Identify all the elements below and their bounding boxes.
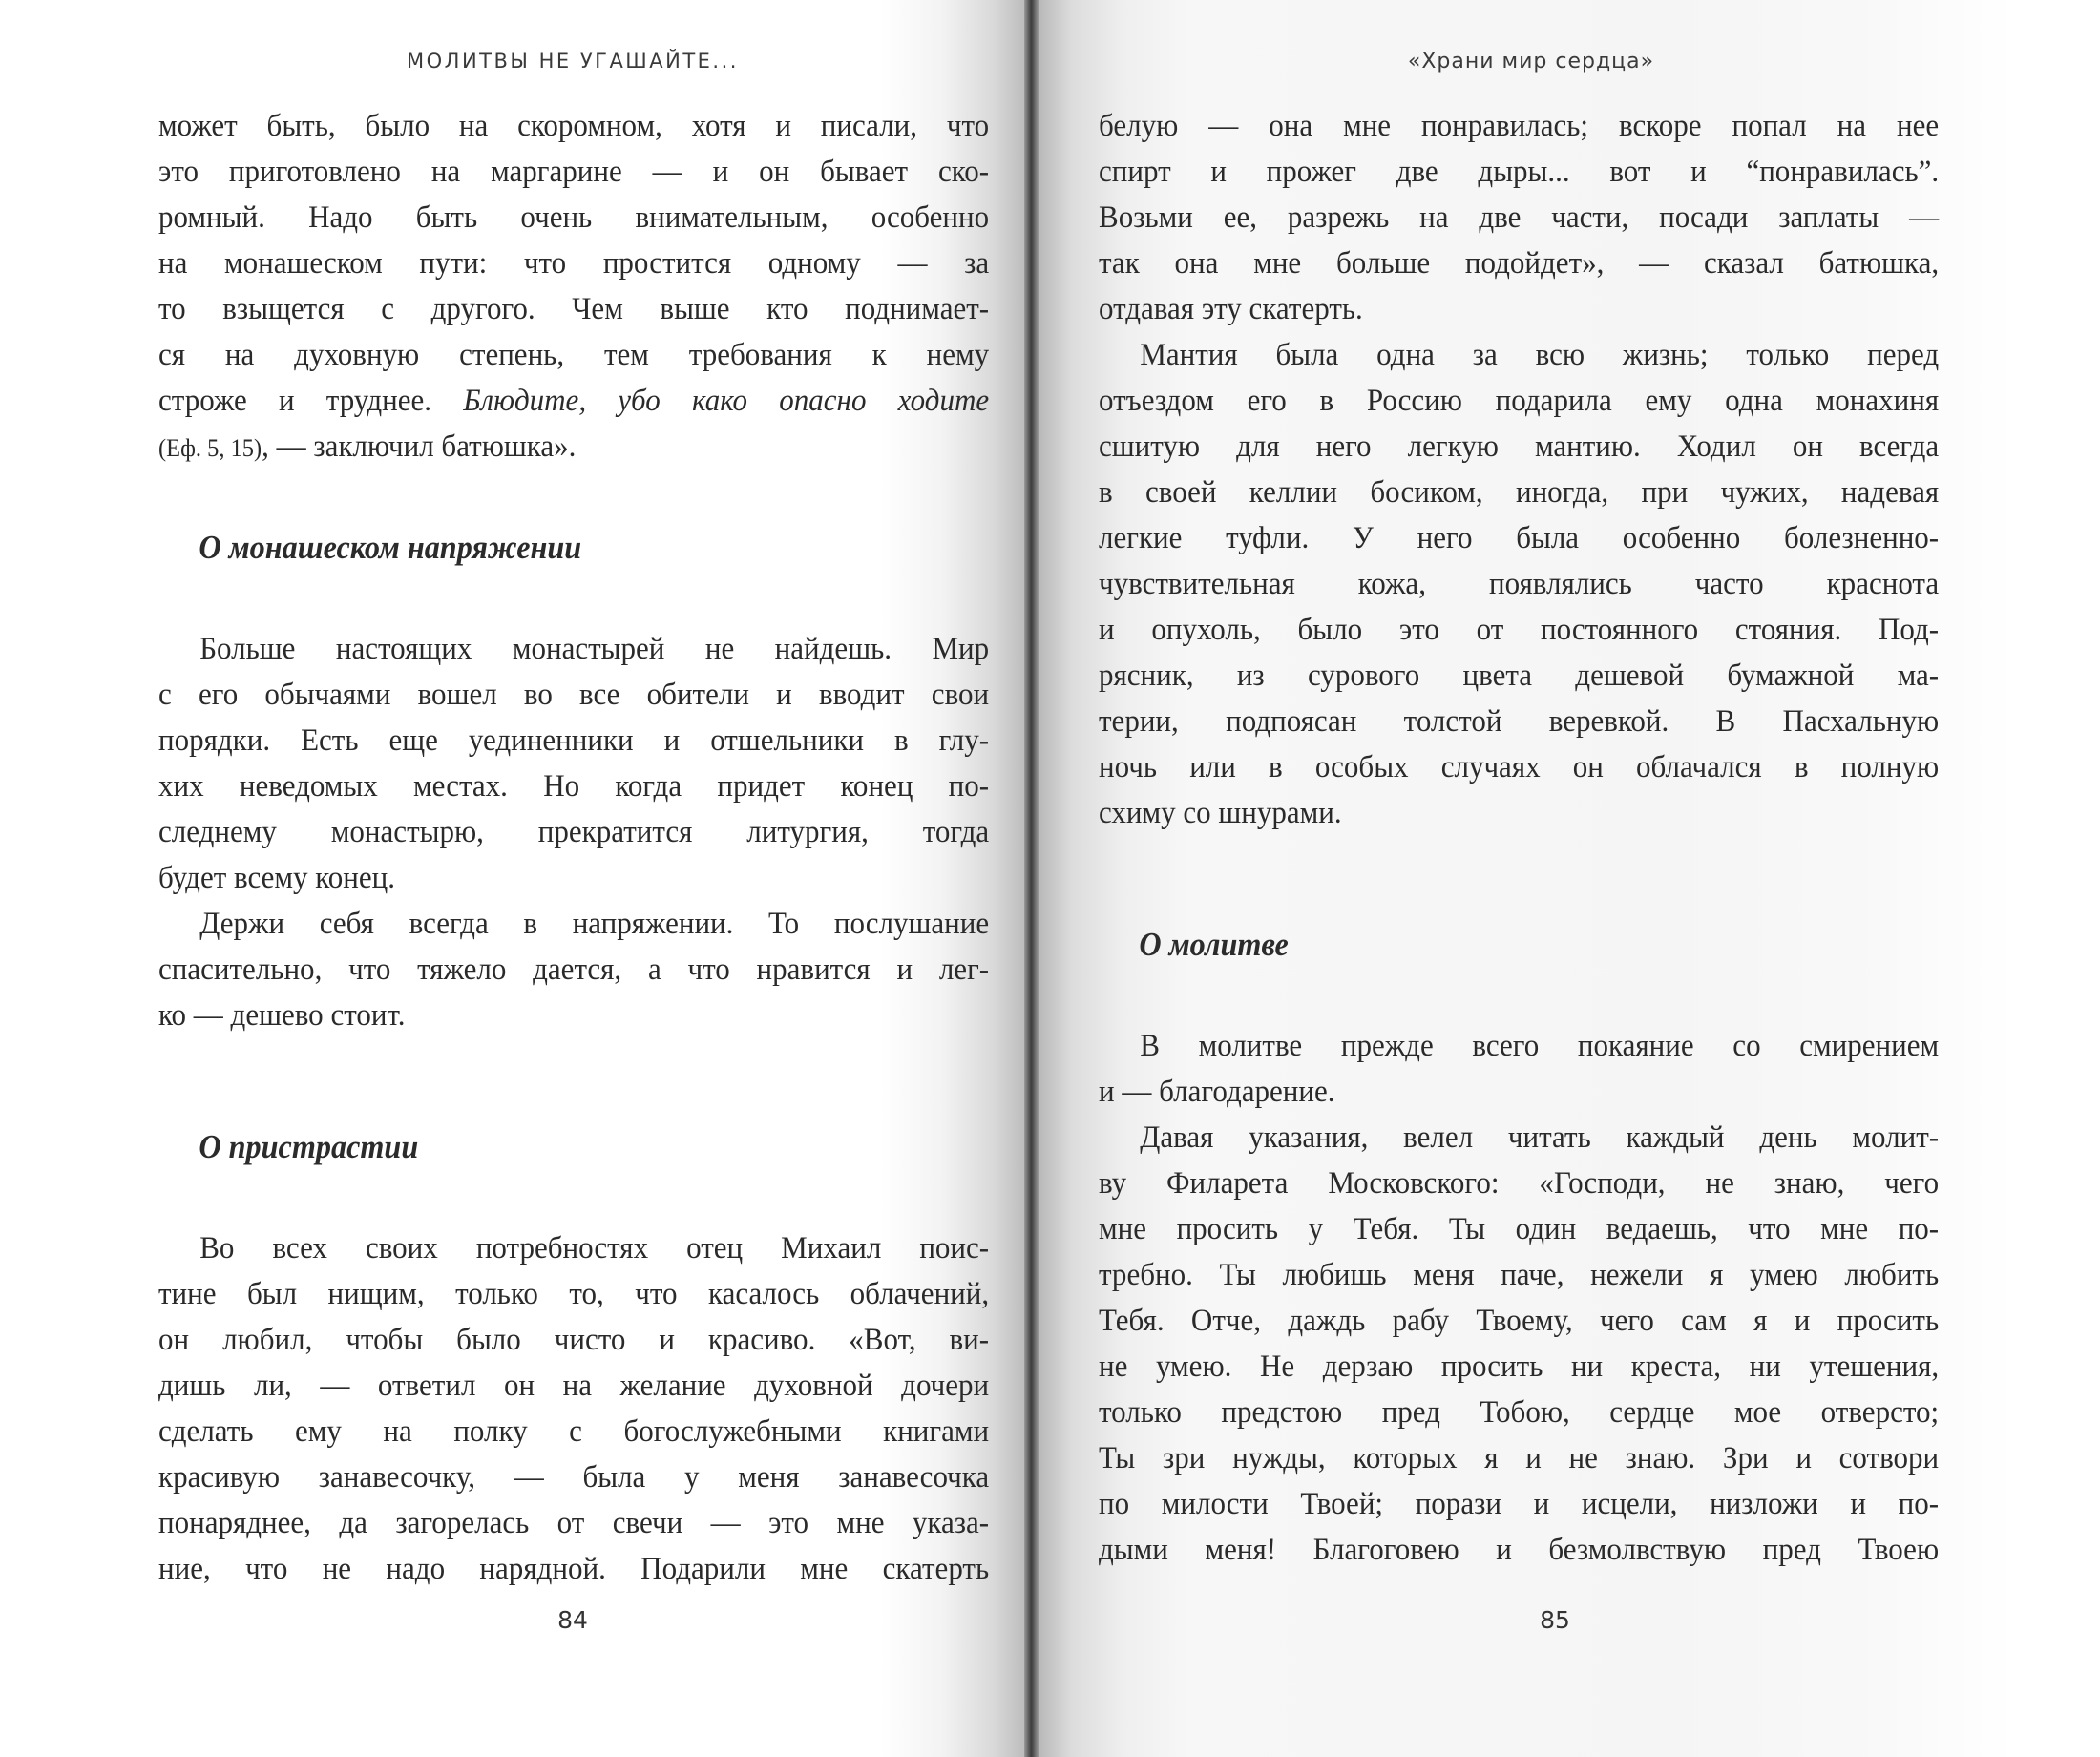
text-line: тине был нищим, только то, что касалось облачений, [158,1277,990,1311]
text-line: может быть, было на скоромном, хотя и писали, что [158,109,990,143]
text-line: хих неведомых местах. Но когда придет конец по- [158,769,990,804]
text-line: и — благодарение. [1099,1075,1335,1109]
text-line: порядки. Есть еще уединенники и отшельники в глу- [158,723,990,758]
section-heading: О молитве [1139,926,1289,963]
text-line: терии, подпоясан толстой веревкой. В Пасхальную [1099,704,1940,739]
text-line: ся на духовную степень, тем требования к нему [158,338,990,372]
text-line: чувствительная кожа, появлялись часто краснота [1099,567,1940,601]
text-line: Возьми ее, разрежь на две части, посади заплаты — [1099,200,1940,235]
text-line: на монашеском пути: что простится одному — за [158,246,990,281]
text-line: красивую занавесочку, — была у меня занавесочка [158,1460,990,1495]
text-line: В молитве прежде всего покаяние со смирением [1140,1029,1940,1063]
text-line: дыми меня! Благоговею и безмолвствую пред Твоею [1099,1533,1940,1567]
text-line: белую — она мне понравилась; вскоре попал на нее [1099,109,1940,143]
running-head-right: «Храни мир сердца» [1407,50,1655,73]
text-line: мне просить у Тебя. Ты один ведаешь, что мне по- [1099,1212,1940,1246]
text-line: с его обычаями вошел во все обители и вводит свои [158,678,990,712]
text-line: это приготовлено на маргарине — и он бывает ско- [158,155,990,189]
text-line: требно. Ты любишь меня паче, нежели я умею любить [1099,1258,1940,1292]
text-line: Тебя. Отче, даждь рабу Твоему, чего сам я и просить [1099,1304,1940,1338]
text-line: только предстою пред Тобою, сердце мое отверсто; [1099,1395,1940,1430]
text-line: Мантия была одна за всю жизнь; только перед [1140,338,1940,372]
text-line: схиму со шнурами. [1099,796,1342,830]
text-line: понаряднее, да загорелась от свечи — это мне указа- [158,1506,990,1540]
text-line: он любил, чтобы было чисто и красиво. «Вот, ви- [158,1323,990,1357]
text-line: легкие туфли. У него была особенно болезненно- [1099,521,1940,555]
text-line: рясник, из сурового цвета дешевой бумажной ма- [1099,659,1940,693]
running-head-left: МОЛИТВЫ НЕ УГАШАЙТЕ... [407,50,739,73]
text-line: дишь ли, — ответил он на желание духовной дочери [158,1369,990,1403]
left-page-body [158,103,989,1592]
text-line: то взыщется с другого. Чем выше кто поднимает- [158,292,990,326]
left-page [0,0,1024,1757]
text-line: не умею. Не дерзаю просить ни креста, ни утешения, [1099,1349,1940,1384]
text-line: спирт и прожег две дыры... вот и “понравилась”. [1099,155,1940,189]
text-line: Давая указания, велел читать каждый день молит- [1140,1120,1940,1155]
plain-text: , — заключил батюшка». [262,429,577,464]
text-line: и опухоль, было это от постоянного стояния. Под- [1099,613,1940,647]
text-line: Держи себя всегда в напряжении. То послушание [200,907,990,941]
text-line: отъездом его в Россию подарила ему одна монахиня [1099,384,1940,418]
text-line: ко — дешево стоит. [158,998,406,1033]
page-number-left: 84 [557,1606,588,1634]
page-number-right: 85 [1540,1606,1570,1634]
right-page [1040,0,2100,1757]
scripture-reference: (Еф. 5, 15) [158,434,262,462]
text-line: ромный. Надо быть очень внимательным, особенно [158,200,990,235]
text-line: Больше настоящих монастырей не найдешь. Мир [200,632,990,666]
section-heading: О пристрастии [199,1128,419,1165]
text-line: ночь или в особых случаях он облачался в полную [1099,750,1940,784]
text-line: отдавая эту скатерть. [1099,292,1363,326]
scripture-quote: Блюдите, убо како опасно ходите [463,384,990,418]
text-line: ние, что не надо нарядной. Подарили мне скатерть [158,1552,990,1586]
text-line: по милости Твоей; порази и исцели, низложи и по- [1099,1487,1940,1521]
text-line: так она мне больше подойдет», — сказал батюшка, [1099,246,1940,281]
text-line: сделать ему на полку с богослужебными книгами [158,1414,990,1449]
text-line-with-reference [158,424,989,470]
text-line: Во всех своих потребностях отец Михаил поис- [200,1231,990,1265]
section-heading: О монашеском напряжении [199,529,582,566]
text-line: следнему монастырю, прекратится литургия, тогда [158,815,990,849]
right-page-body [1099,103,1939,1573]
book-gutter [1024,0,1040,1757]
text-line: сшитую для него легкую мантию. Ходил он всегда [1099,429,1940,464]
text-line: будет всему конец. [158,861,396,895]
text-line: спасительно, что тяжело дается, а что нравится и лег- [158,952,990,987]
text-line: ву Филарета Московского: «Господи, не знаю, чего [1099,1166,1940,1201]
text-line: Ты зри нужды, которых я и не знаю. Зри и сотвори [1099,1441,1940,1475]
plain-text: строже и труднее. [158,384,464,418]
text-line: в своей келлии босиком, иногда, при чужих, надевая [1099,475,1940,510]
text-line-with-quote [158,378,989,424]
